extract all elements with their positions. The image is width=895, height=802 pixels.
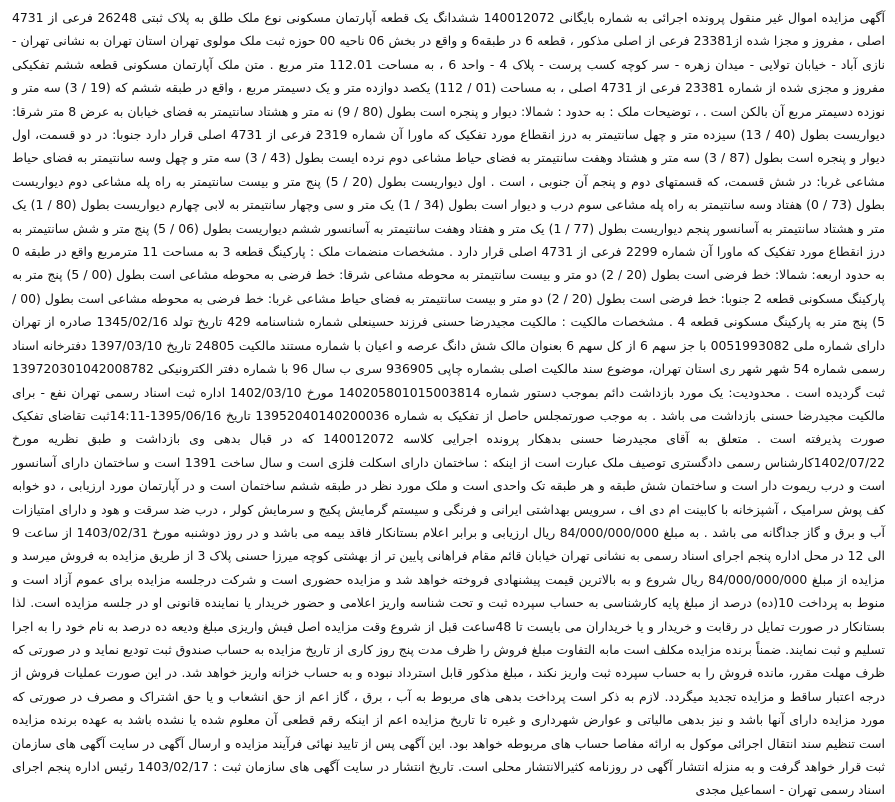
notice-body-text: آگهی مزایده اموال غیر منقول پرونده اجرائی به شماره بایگانی 140012072 ششدانگ یک قطعه آپارتمان مسکونی نوع ملک طلق به پلاک ثبتی 26248 فرعی از 4731 اصلی ، مفروز و مجزا شده از23381 فرعی از اصلی مذکور ، قطعه 6 در طبقه6 و واقع در بخش 06 ناحیه 00 حوزه ثبت ملک مولوی تهران استان تهران به نشانی تهران - نازی آباد - خیابان تولایی - میدان زهره - سر کوچه کسب پرست - پلاک 4 - واحد 6 ، به مساحت 112.01 متر مربع . متن ملک آپارتمان مسکونی قطعه ششم تفکیکی مفروز و مجزی شده از شماره 23381 فرعی از 4731 اصلی ، به مساحت (01 / 112) یکصد دوازده متر و یک دسیمتر مربع ، واقع در طبقه ششم که (19 / 3) سه متر و نوزده دسیمتر مربع آن بالکن است . ، توضیحات ملک : به حدود : شمالا: دیوار و پنجره است بطول (80 / 9) نه متر و هشتاد سانتیمتر به فضای خیابان به عرض 8 متر شرقا: دیواریست بطول (40 / 13) سیزده متر و چهل سانتیمتر به درز انقطاع مورد تفکیک که ماورا آن شماره 2319 فرعی از 4731 اصلی قرار دارد جنوبا: در دو قسمت، اول دیوار و پنجره است بطول (87 / 3) سه متر و هشتاد وهفت سانتیمتر به فضای حیاط مشاعی دوم نرده ایست بطول (43 / 3) سه متر و چهل وسه سانتیمتر به فضای حیاط مشاعی غربا: در شش قسمت، که قسمتهای دوم و پنجم آن جنوبی ، است . اول دیواریست بطول (20 / 5) پنج متر و بیست سانتیمتر به راه پله مشاعی دوم دیواریست بطول (73 / 0) هفتاد وسه سانتیمتر به راه پله مشاعی سوم درب و دیوار است بطول (34 / 1) یک متر و سی وچهار سانتیمتر به لابی چهارم دیواریست بطول (80 / 1) یک متر و هشتاد سانتیمتر به آسانسور پنجم دیواریست بطول (77 / 1) یک متر و هفتاد وهفت سانتیمتر به آسانسور ششم دیواریست بطول (06 / 5) پنج متر و شش سانتیمتر به درز انقطاع مورد تفکیک که ماورا آن شماره 2299 فرعی از 4731 اصلی قرار دارد . مشخصات منضمات ملک : پارکینگ قطعه 3 به مساحت 11 مترمربع واقع در طبقه 0 به حدود اربعه: شمالا: خط فرضی است بطول (20 / 2) دو متر و بیست سانتیمتر به محوطه مشاعی شرقا: خط فرضی به محوطه مشاعی است بطول (00 / 5) پنج متر به پارکینگ مسکونی قطعه 2 جنوبا: خط فرضی است بطول (20 / 2) دو متر و بیست سانتیمتر به فضای حیاط مشاعی غربا: خط فرضی به محوطه مشاعی است بطول (00 / 5) پنج متر به پارکینگ مسکونی قطعه 4 . مشخصات مالکیت : مالکیت مجیدرضا حسنی فرزند حسینعلی شماره شناسنامه 429 تاریخ تولد 1345/02/16 صادره از تهران دارای شماره ملی 0051993082 با جز سهم 6 از کل سهم 6 بعنوان مالک شش دانگ عرصه و اعیان با شماره مستند مالکیت 24805 تاریخ 1397/03/10 دفترخانه اسناد رسمی شماره 54 شهر شهر ری استان تهران، موضوع سند مالکیت اصلی بشماره چاپی 936905 سری ب سال 96 با شماره دفتر الکترونیکی 139720301042008782 ثبت گردیده است . محدودیت: یک مورد بازداشت دائم بموجب دستور شماره 140205801015003814 مورخ 1402/03/10 اداره ثبت اسناد رسمی تهران نفع - برای مالکیت مجیدرضا حسنی بازداشت می باشد . به موجب صورتمجلس حاصل از تفکیک به شماره 13952040140200036 تاریخ 1395/06/16-14:11ثبت تقاضای تفکیک صورت پذیرفته است . متعلق به آقای مجیدرضا حسنی بدهکار پرونده اجرایی کلاسه 140012072 که در قبال بدهی وی بازداشت و طبق نظریه مورخ 1402/07/22کارشناس رسمی دادگستری توصیف ملک عبارت است از اینکه : ساختمان دارای اسکلت فلزی است و سال ساخت 1391 است و ساختمان دارای آسانسور است و درب ریموت دار است و ساختمان شش طبقه و هر طبقه تک واحدی است و ملک مورد نظر در طبقه ششم ساختمان است و در آپارتمان مورد ارزیابی ، دو خوابه کف پوش سرامیک ، آشپزخانه با کابینت ام دی اف ، سرویس بهداشتی ایرانی و فرنگی و سیستم گرمایش پکیج و سرمایش کولر ، درب ضد سرقت و هود و دارای امتیازات آب و برق و گاز جداگانه می باشد . به مبلغ 84/000/000/000 ریال ارزیابی و برابر اعلام بستانکار فاقد بیمه می باشد و در روز دوشنبه مورخ 1403/02/31 از ساعت 9 الی 12 در محل اداره پنجم اجرای اسناد رسمی به نشانی تهران خیابان قائم مقام فراهانی پایین تر از بهشتی کوچه میرزا حسنی پلاک 3 از طریق مزایده به فروش میرسد و مزایده از مبلغ 84/000/000/000 ریال شروع و به بالاترین قیمت پیشنهادی فروخته خواهد شد و مزایده حضوری است و شرکت درجلسه مزایده برای عموم آزاد است و منوط به پرداخت 10(ده) درصد از مبلغ پایه کارشناسی به حساب سپرده ثبت و تحت شناسه واریز اعلامی و حضور خریدار یا نماینده قانونی او در جلسه مزایده است. لذا بستانکار در صورت تمایل در رقابت و خریدار و یا خریداران می بایست تا 48ساعت قبل از شروع وقت مزایده اصل فیش واریزی مبلغ ودیعه ده درصد به نام خود را به اجرا تسلیم و ثبت نمایند. ضمناً برنده مزایده مکلف است مابه التفاوت مبلغ فروش را ظرف مدت پنج روز کاری از تاریخ مزایده به حساب صندوق ثبت تودیع نماید و در صورتی که ظرف مهلت مقرر، مانده فروش را به حساب سپرده ثبت واریز نکند ، مبلغ مذکور قابل استرداد نبوده و به حساب خزانه واریز خواهد شد. در این صورت عملیات فروش از درجه اعتبار ساقط و مزایده تجدید میگردد. لازم به ذکر است پرداخت بدهی های مربوط به آب ، برق ، گاز اعم از حق انشعاب و یا حق اشتراک و مصرف در صورتی که مورد مزایده دارای آنها باشد و نیز بدهی مالیاتی و عوارض شهرداری و غیره تا تاریخ مزایده اعم از اینکه رقم قطعی آن معلوم شده یا نشده باشد به عهده برنده مزایده است تنظیم سند انتقال اجرائی موکول به ارائه مفاصا حساب های مربوطه خواهد بود. این آگهی پس از تایید نهائی فرآیند مزایده و ارسال آگهی در سایت آگهی های سازمان ثبت قرار خواهد گرفت و به منزله انتشار آگهی در روزنامه کثیرالانتشار محلی است. تاریخ انتشار در سایت آگهی های سازمان ثبت : 1403/02/17 رئیس اداره پنجم اجرای اسناد رسمی تهران - اسماعیل مجدی xyxy=(12,10,886,798)
